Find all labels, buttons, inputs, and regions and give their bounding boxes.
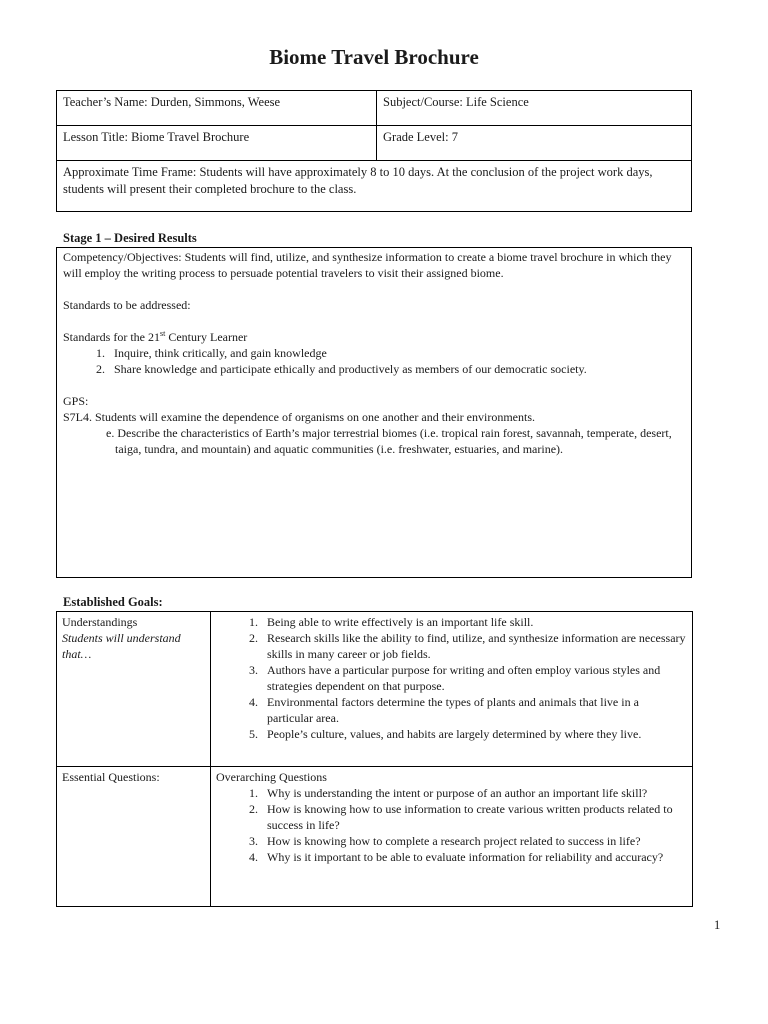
teacher-name-cell: Teacher’s Name: Durden, Simmons, Weese: [57, 91, 377, 126]
standards-label: Standards to be addressed:: [63, 298, 191, 312]
overarching-questions-label: Overarching Questions: [216, 770, 327, 784]
table-row: [57, 612, 693, 767]
established-goals-table: [56, 611, 693, 907]
list-item: 1. Being able to write effectively is an important life skill.: [261, 614, 687, 630]
table-row: [57, 91, 692, 126]
list-item: 5. People’s culture, values, and habits are largely determined by where they live.: [261, 726, 687, 742]
table-row: [57, 767, 693, 907]
overarching-questions-list: [216, 785, 687, 865]
gps-substandard: e. Describe the characteristics of Earth’s major terrestrial biomes (i.e. tropical rain forest, savannah, temperate, desert, taiga, tundra, and mountain) and aquatic communities (i.e. freshwater, estuaries, and marine).: [106, 426, 672, 456]
learner-standards-heading: [63, 329, 685, 345]
learner-heading-prefix: Standards for the 21: [63, 330, 160, 344]
list-item: 2. Share knowledge and participate ethically and productively as members of our democratic society.: [108, 361, 685, 377]
list-item: 3. How is knowing how to complete a research project related to success in life?: [261, 833, 687, 849]
understandings-label-cell: [57, 612, 211, 767]
understandings-list-cell: [211, 612, 693, 767]
subject-course-cell: Subject/Course: Life Science: [377, 91, 692, 126]
list-item: 4. Environmental factors determine the types of plants and animals that live in a particular area.: [261, 694, 687, 726]
competency-text: Competency/Objectives: Students will find, utilize, and synthesize information to create a biome travel brochure in which they will employ the writing process to persuade potential travelers to visit their assigned biome.: [63, 250, 672, 280]
gps-standard: S7L4. Students will examine the dependence of organisms on one another and their environments.: [63, 410, 536, 424]
learner-standards-list: [63, 345, 685, 377]
list-item: 3. Authors have a particular purpose for writing and often employ various styles and strategies dependent on that purpose.: [261, 662, 687, 694]
time-frame-cell: Approximate Time Frame: Students will have approximately 8 to 10 days. At the conclusion of the project work days, students will present their completed brochure to the class.: [57, 161, 692, 212]
understandings-list: [216, 614, 687, 742]
list-item: 1. Inquire, think critically, and gain knowledge: [108, 345, 685, 361]
gps-label: GPS:: [63, 394, 89, 408]
goals-heading: Established Goals:: [63, 595, 163, 609]
table-row: [57, 126, 692, 161]
learner-heading-sup: st: [159, 329, 166, 338]
learner-heading-suffix: Century Learner: [165, 330, 248, 344]
list-item: 2. How is knowing how to use information to create various written products related to success in life?: [261, 801, 687, 833]
lesson-title-cell: Lesson Title: Biome Travel Brochure: [57, 126, 377, 161]
list-item: 4. Why is it important to be able to evaluate information for reliability and accuracy?: [261, 849, 687, 865]
understandings-label: Understandings: [62, 615, 138, 629]
essential-questions-label: Essential Questions:: [57, 767, 211, 907]
table-row: [57, 161, 692, 212]
document-title: Biome Travel Brochure: [269, 45, 479, 69]
list-item: 2. Research skills like the ability to find, utilize, and synthesize information are necessary skills in many career or job fields.: [261, 630, 687, 662]
stage1-box: [56, 247, 692, 578]
understandings-sublabel: Students will understand that…: [62, 631, 181, 661]
stage1-heading: Stage 1 – Desired Results: [63, 231, 197, 245]
list-item: 1. Why is understanding the intent or purpose of an author an important life skill?: [261, 785, 687, 801]
page-number: 1: [714, 918, 721, 932]
lesson-info-table: [56, 90, 692, 212]
grade-level-cell: Grade Level: 7: [377, 126, 692, 161]
essential-questions-cell: [211, 767, 693, 907]
